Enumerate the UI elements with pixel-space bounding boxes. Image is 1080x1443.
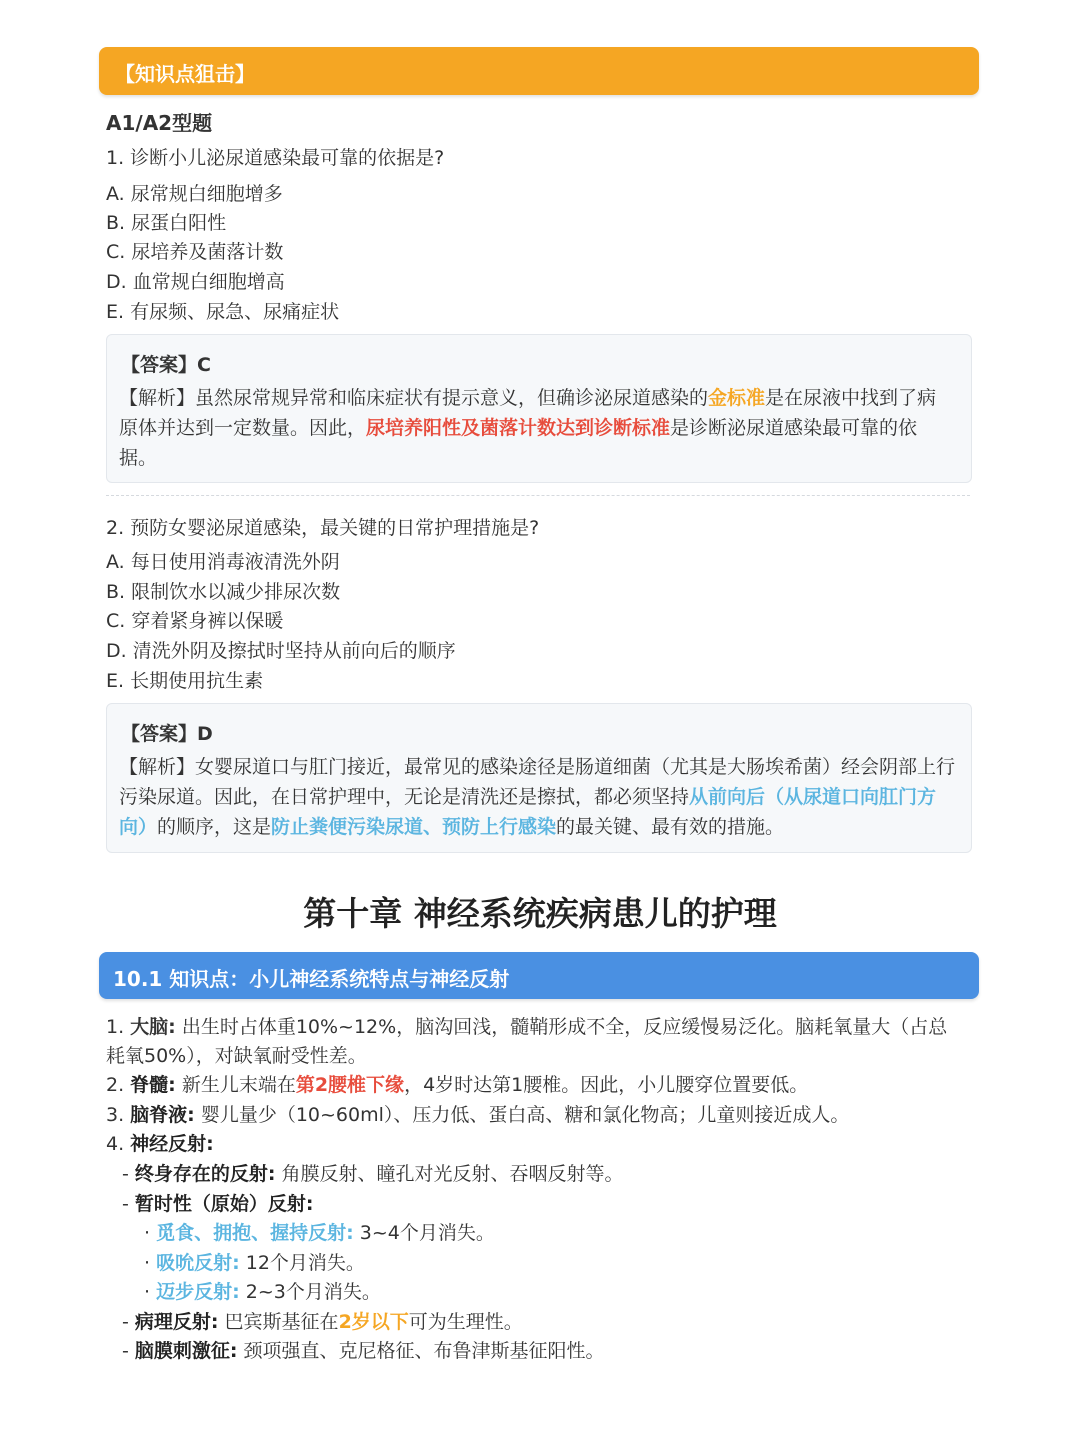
knowledge-snipe-header [99, 47, 979, 95]
q1-option-c: C. 尿培养及菌落计数 [106, 241, 284, 263]
q1-option-b: B. 尿蛋白阳性 [106, 212, 227, 234]
kp-sub-meningeal: - 脑膜刺激征: 颈项强直、克尼格征、布鲁津斯基征阳性。 [122, 1340, 605, 1362]
kp-item-reflexes: 4. 神经反射: [106, 1133, 214, 1155]
q2-question: 2. 预防女婴泌尿道感染，最关键的日常护理措施是? [106, 517, 540, 539]
q1-option-e: E. 有尿频、尿急、尿痛症状 [106, 301, 340, 323]
q2-option-d: D. 清洗外阴及擦拭时坚持从前向后的顺序 [106, 640, 456, 662]
q1-option-d: D. 血常规白细胞增高 [106, 271, 285, 293]
q2-option-a: A. 每日使用消毒液清洗外阴 [106, 551, 340, 573]
knowledge-snipe-title: 【知识点狙击】 [115, 62, 255, 86]
q1-highlight-gold-standard: 金标准 [708, 387, 766, 409]
kp-sub-stepping: · 迈步反射: 2~3个月消失。 [144, 1281, 381, 1303]
q2-option-b: B. 限制饮水以减少排尿次数 [106, 581, 341, 603]
q1-answer: 【答案】C [121, 354, 211, 376]
question-type-label: A1/A2型题 [106, 111, 213, 135]
kp-item-spinal-cord: 2. 脊髓: 新生儿末端在第2腰椎下缘，4岁时达第1腰椎。因此，小儿腰穿位置要低。 [106, 1074, 809, 1096]
kp-highlight-lumbar: 第2腰椎下缘 [295, 1074, 405, 1096]
q2-option-c: C. 穿着紧身裤以保暖 [106, 610, 284, 632]
q2-answer: 【答案】D [121, 723, 213, 745]
q2-explanation: 【解析】女婴尿道口与肛门接近，最常见的感染途径是肠道细菌（尤其是大肠埃希菌）经会阴部上行污染尿道。因此，在日常护理中，无论是清洗还是擦拭，都必须坚持从前向后（从尿道口向肛门方向）的顺序，这是防止粪便污染尿道、预防上行感染的最关键、最有效的措施。 [119, 756, 956, 838]
chapter-title: 第十章 神经系统疾病患儿的护理 [303, 894, 777, 933]
kp-sub-transient: - 暂时性（原始）反射: [122, 1193, 314, 1215]
q1-explanation: 【解析】虽然尿常规异常和临床症状有提示意义，但确诊泌尿道感染的金标准是在尿液中找到了病原体并达到一定数量。因此，尿培养阳性及菌落计数达到诊断标准是诊断泌尿道感染最可靠的依据。 [119, 387, 937, 469]
kp-item-brain: 1. 大脑: 出生时占体重10%~12%，脑沟回浅，髓鞘形成不全，反应缓慢易泛化。脑耗氧量大（占总耗氧50%），对缺氧耐受性差。 [106, 1016, 948, 1067]
kp-highlight-age: 2岁以下 [338, 1311, 409, 1333]
q1-answer-box [106, 334, 972, 483]
q2-answer-box [106, 703, 972, 853]
question-divider [106, 495, 970, 496]
kp-item-csf: 3. 脑脊液: 婴儿量少（10~60ml）、压力低、蛋白高、糖和氯化物高；儿童则接近成人。 [106, 1104, 850, 1126]
kp-sub-lifelong: - 终身存在的反射: 角膜反射、瞳孔对光反射、吞咽反射等。 [122, 1163, 624, 1185]
kp-sub-pathological: - 病理反射: 巴宾斯基征在2岁以下可为生理性。 [122, 1311, 523, 1333]
section-title-10-1: 10.1 知识点：小儿神经系统特点与神经反射 [113, 967, 510, 991]
q2-option-e: E. 长期使用抗生素 [106, 670, 264, 692]
q1-question: 1. 诊断小儿泌尿道感染最可靠的依据是? [106, 147, 445, 169]
kp-sub-sucking: · 吸吮反射: 12个月消失。 [144, 1252, 365, 1274]
q1-highlight-culture: 尿培养阳性及菌落计数达到诊断标准 [366, 417, 671, 439]
q2-highlight-direction: 从前向后（从尿道口向肛门方向） [119, 786, 937, 838]
section-header-10-1 [99, 952, 979, 999]
q2-highlight-prevention: 防止粪便污染尿道、预防上行感染 [271, 816, 557, 838]
q1-option-a: A. 尿常规白细胞增多 [106, 183, 283, 205]
kp-sub-rooting: · 觅食、拥抱、握持反射: 3~4个月消失。 [144, 1222, 495, 1244]
